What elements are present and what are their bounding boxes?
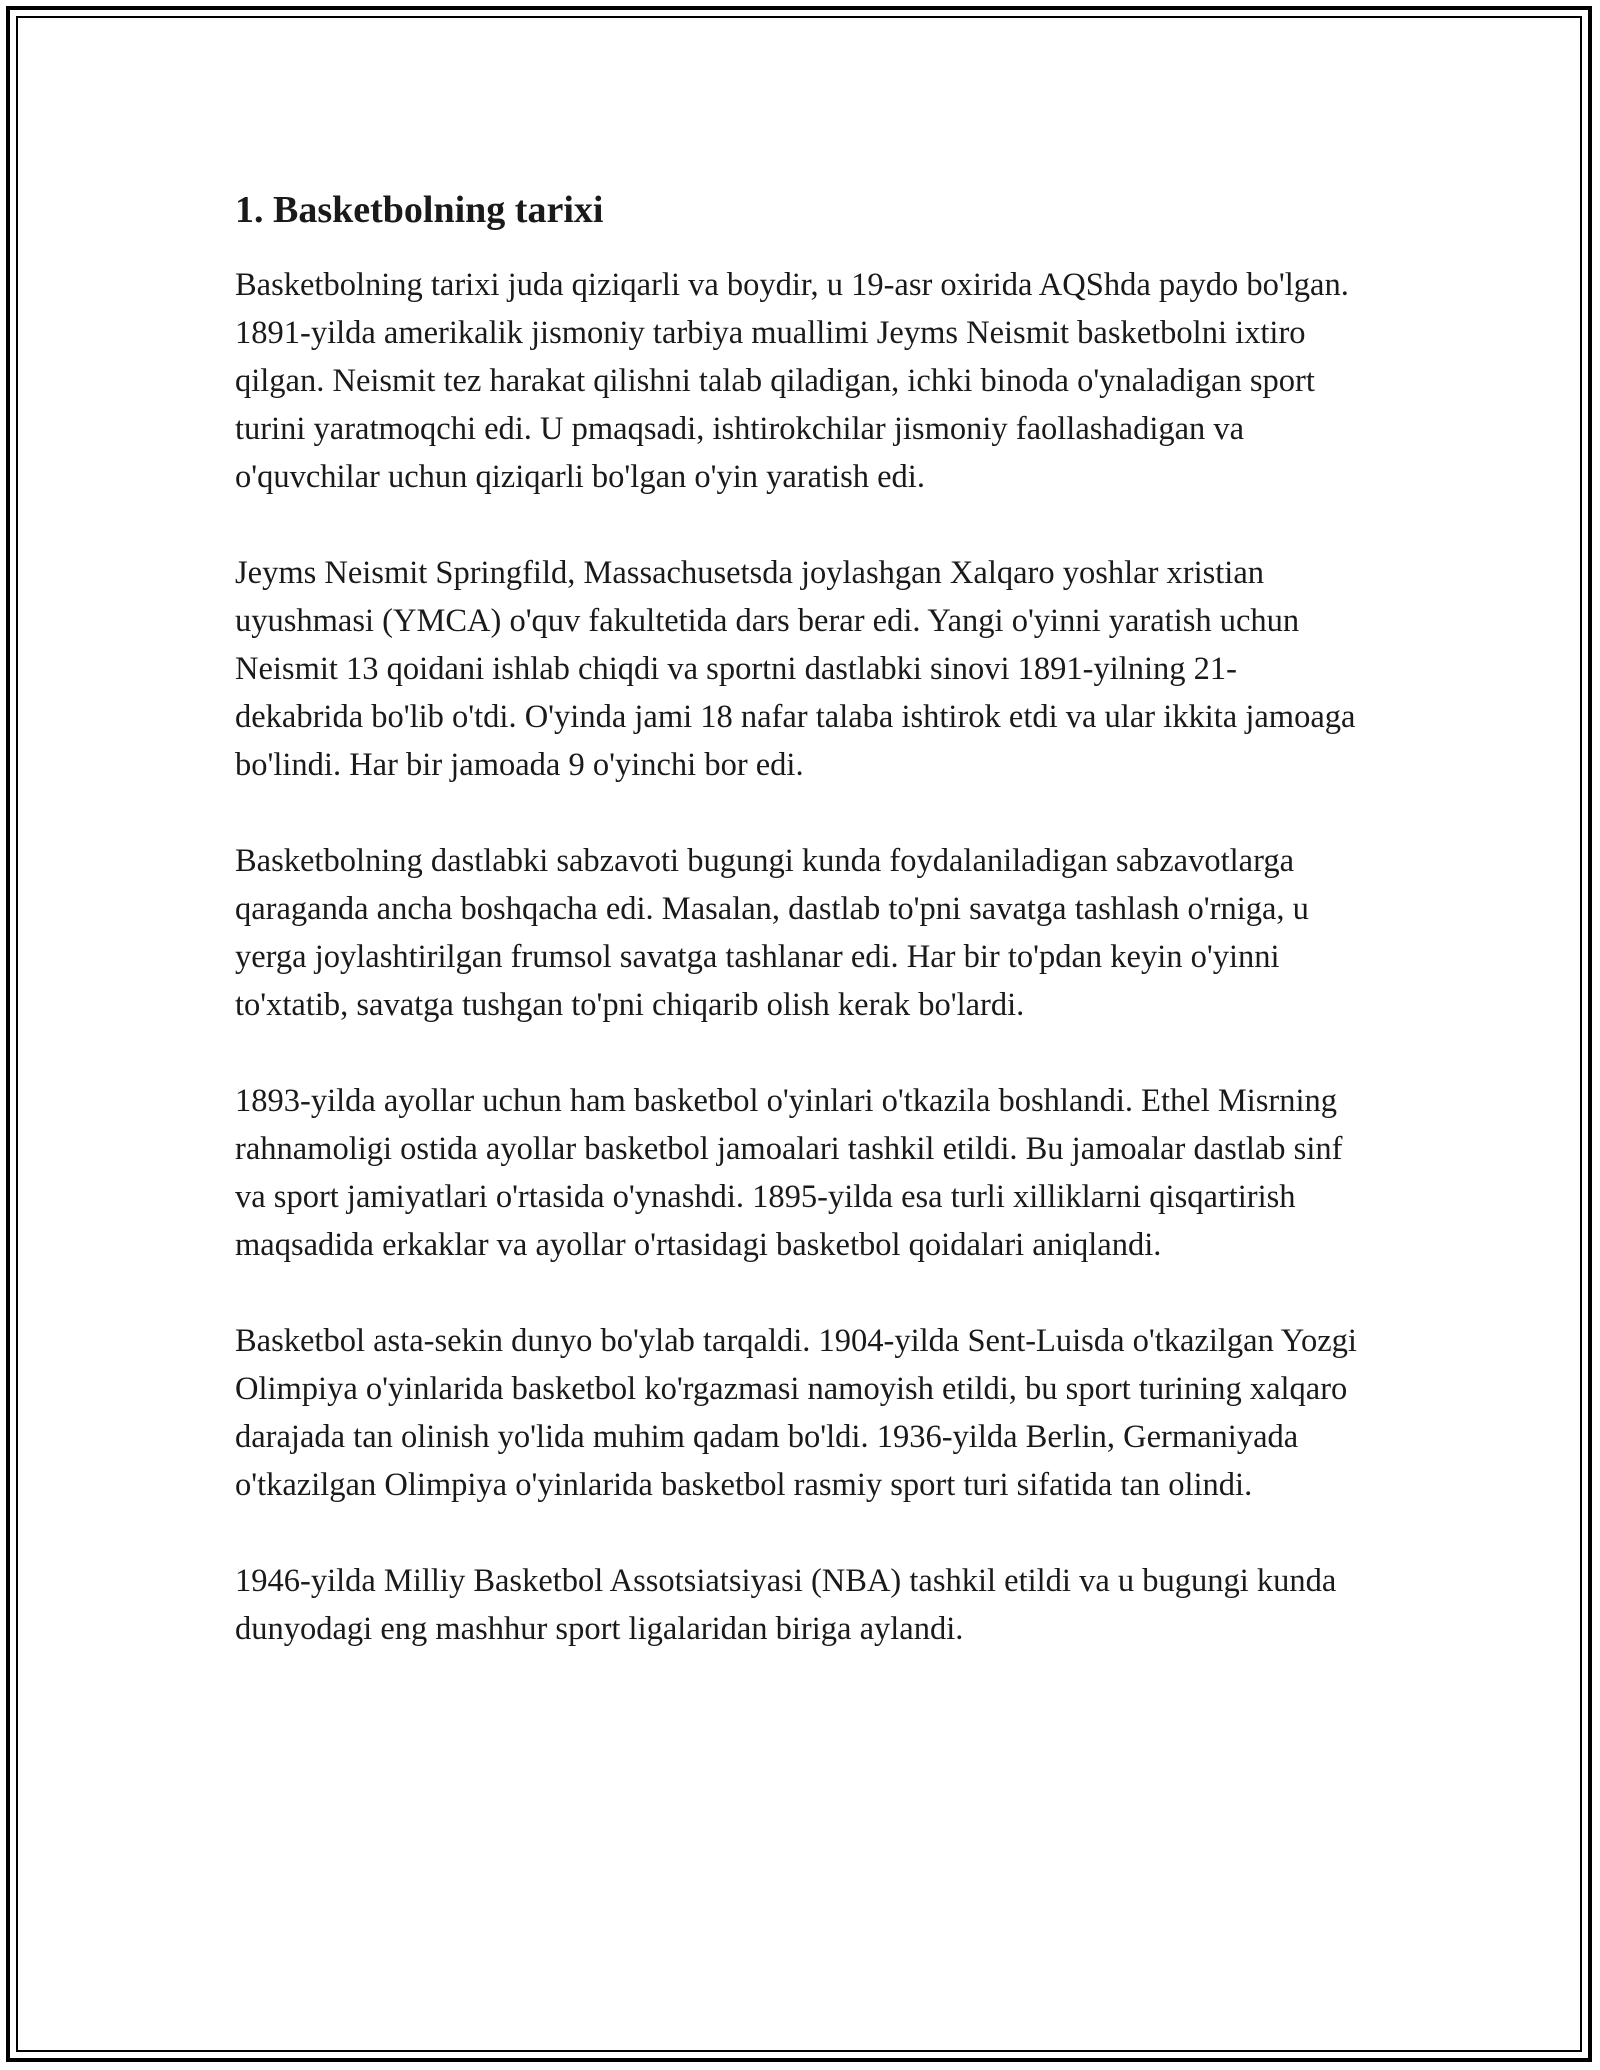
section-heading: 1. Basketbolning tarixi (235, 189, 604, 231)
document-body (235, 186, 1365, 1701)
paragraph-5: Basketbol asta-sekin dunyo bo'ylab tarqaldi. 1904-yilda Sent-Luisda o'tkazilgan Yozgi Olimpiya o'yinlarida basketbol ko'rgazmasi namoyish etildi, bu sport turining xalqaro darajada tan olinish yo'lida muhim qadam bo'ldi. 1936-yilda Berlin, Germaniyada o'tkazilgan Olimpiya o'yinlarida basketbol rasmiy sport turi sifatida tan olindi. (235, 1323, 1357, 1504)
paragraph-6: 1946-yilda Milliy Basketbol Assotsiatsiyasi (NBA) tashkil etildi va u bugungi kunda dunyodagi eng mashhur sport ligalaridan biriga aylandi. (235, 1563, 1337, 1648)
paragraph-2: Jeyms Neismit Springfild, Massachusetsda joylashgan Xalqaro yoshlar xristian uyushmasi (YMCA) o'quv fakultetida dars berar edi. Yangi o'yinni yaratish uchun Neismit 13 qoidani ishlab chiqdi va sportni dastlabki sinovi 1891-yilning 21-dekabrida bo'lib o'tdi. O'yinda jami 18 nafar talaba ishtirok etdi va ular ikkita jamoaga bo'lindi. Har bir jamoada 9 o'yinchi bor edi. (235, 555, 1356, 784)
paragraph-1: Basketbolning tarixi juda qiziqarli va boydir, u 19-asr oxirida AQShda paydo bo'lgan. 1891-yilda amerikalik jismoniy tarbiya muallimi Jeyms Neismit basketbolni ixtiro qilgan. Neismit tez harakat qilishni talab qiladigan, ichki binoda o'ynaladigan sport turini yaratmoqchi edi. U pmaqsadi, ishtirokchilar jismoniy faollashadigan va o'quvchilar uchun qiziqarli bo'lgan o'yin yaratish edi. (235, 267, 1349, 496)
paragraph-3: Basketbolning dastlabki sabzavoti bugungi kunda foydalaniladigan sabzavotlarga qaraganda ancha boshqacha edi. Masalan, dastlab to'pni savatga tashlash o'rniga, u yerga joylashtirilgan frumsol savatga tashlanar edi. Har bir to'pdan keyin o'yinni to'xtatib, savatga tushgan to'pni chiqarib olish kerak bo'lardi. (235, 843, 1309, 1024)
paragraph-4: 1893-yilda ayollar uchun ham basketbol o'yinlari o'tkazila boshlandi. Ethel Misrning rahnamoligi ostida ayollar basketbol jamoalari tashkil etildi. Bu jamoalar dastlab sinf va sport jamiyatlari o'rtasida o'ynashdi. 1895-yilda esa turli xilliklarni qisqartirish maqsadida erkaklar va ayollar o'rtasidagi basketbol qoidalari aniqlandi. (235, 1083, 1343, 1264)
